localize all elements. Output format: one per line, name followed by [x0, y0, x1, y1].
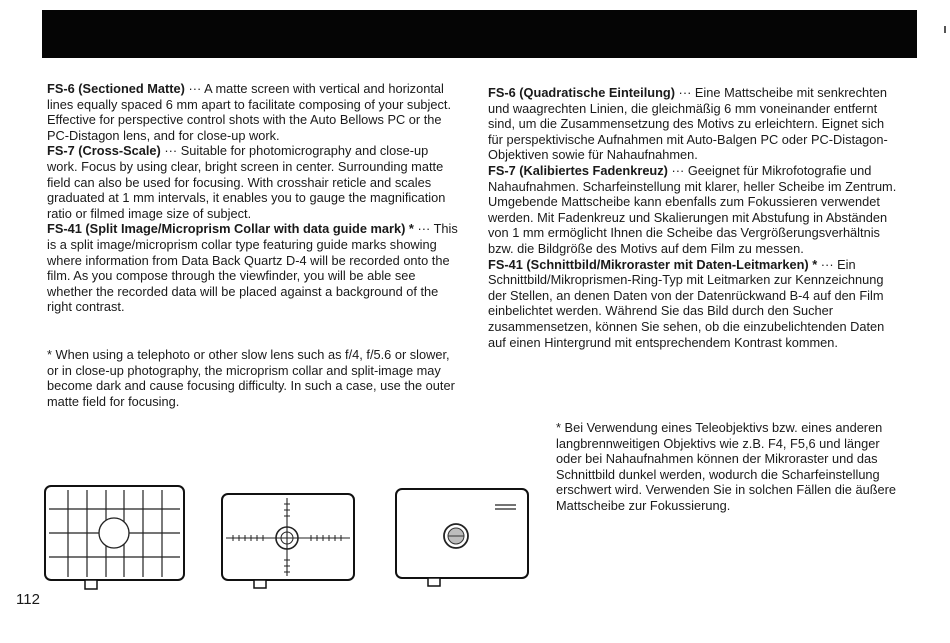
german-column [488, 85, 898, 350]
edge-mark [944, 26, 946, 33]
fs41-label-de: FS-41 (Schnittbild/Mikroraster mit Daten-Leitmarken) * [488, 256, 818, 272]
fs41-paragraph-de [488, 257, 898, 351]
fs41-paragraph-en [47, 221, 459, 315]
fs7-label-de: FS-7 (Kalibiertes Fadenkreuz) [488, 162, 668, 178]
fs6-label-en: FS-6 (Sectioned Matte) [47, 81, 185, 96]
fs41-text-en: ··· This is a split image/microprism collar type featuring guide marks showing where information from Data Back Quartz D-4 will be recorded onto the film. As you compose through the viewfinder, you will be able see whether the recorded data will be placed against a background of the right contrast. [47, 221, 458, 315]
fs7-paragraph-de [488, 163, 898, 257]
fs7-screen-illustration [221, 492, 356, 592]
fs7-paragraph-en [47, 143, 459, 221]
header-bar [42, 10, 917, 58]
fs6-paragraph-en [47, 81, 459, 143]
fs6-label-de: FS-6 (Quadratische Einteilung) [488, 85, 675, 100]
page-number: 112 [16, 591, 40, 608]
fs7-text-de: ··· Geeignet für Mikrofotografie und Nahaufnahmen. Scharfeinstellung mit klarer, heller Scheibe im Zentrum. Umgebende Mattscheibe kann ebenfalls zum Fokussieren verwendet werden. Mit Fadenkreuz und Skalierungen mit Abstufung in Abständen von 1 mm ermöglicht Ihnen die Scheibe das Vergrößerungsverhältnis bzw. die Bildgröße des Motivs auf dem Film zu messen. [488, 162, 897, 256]
footnote-en: * When using a telephoto or other slow lens such as f/4, f/5.6 or slower, or in close-up photography, the microprism collar and split-image may become dark and cause focusing difficulty. In such a case, use the outer matte field for focusing. [47, 347, 455, 409]
fs6-paragraph-de [488, 85, 898, 163]
fs7-label-en: FS-7 (Cross-Scale) [47, 143, 161, 159]
footnote-de: * Bei Verwendung eines Teleobjektivs bzw. eines anderen langbrennweitigen Objektivs wie z.B. F4, F5,6 und länger oder bei Nahaufnahmen können der Mikroraster und das Schnittbild dunkel werden, wodurch die Scharfeinstellung erschwert wird. Verwenden Sie in solchen Fällen die äußere Mattscheibe zur Fokussierung. [556, 420, 897, 513]
fs6-text-de: ··· Eine Mattscheibe mit senkrechten und waagrechten Linien, die gleichmäßig 6 mm voneinander entfernt sind, um die Zusammensetzung des Motivs zu erleichtern. Eignet sich für perspektivische Aufnahmen mit Auto-Balgen PC oder PC-Distagon-Objektiven sowie für Nahaufnahmen. [488, 85, 888, 163]
fs6-text-en: ··· A matte screen with vertical and horizontal lines equally spaced 6 mm apart to facilitate composing of your subject. Effective for perspective control shots with the Auto Bellows PC or the PC-Distagon lens, and for close-up work. [47, 81, 452, 143]
english-column [47, 81, 459, 315]
fs41-label-en: FS-41 (Split Image/Microprism Collar with data guide mark) * [47, 221, 414, 237]
fs41-text-de: ··· Ein Schnittbild/Mikroprismen-Ring-Typ mit Leitmarken zur Kennzeichnung der Stellen, an denen Daten von der Datenrückwand B-4 auf den Film einbelichtet werden. Während Sie das Bild durch den Sucher zusammensetzen, können Sie sehen, ob die einzubelichtenden Daten auf einen Hintergrund mit entsprechendem Kontrast kommen. [488, 256, 885, 350]
fs41-screen-illustration [395, 487, 530, 592]
fs6-screen-illustration [44, 484, 186, 594]
fs7-text-en: ··· Suitable for photomicrography and close-up work. Focus by using clear, bright screen in center. Surrounding matte field can also be used for focusing. With crosshair reticle and scales graduated at 1 mm intervals, it enables you to gauge the magnification ratio or filmed image size of subject. [47, 143, 446, 221]
